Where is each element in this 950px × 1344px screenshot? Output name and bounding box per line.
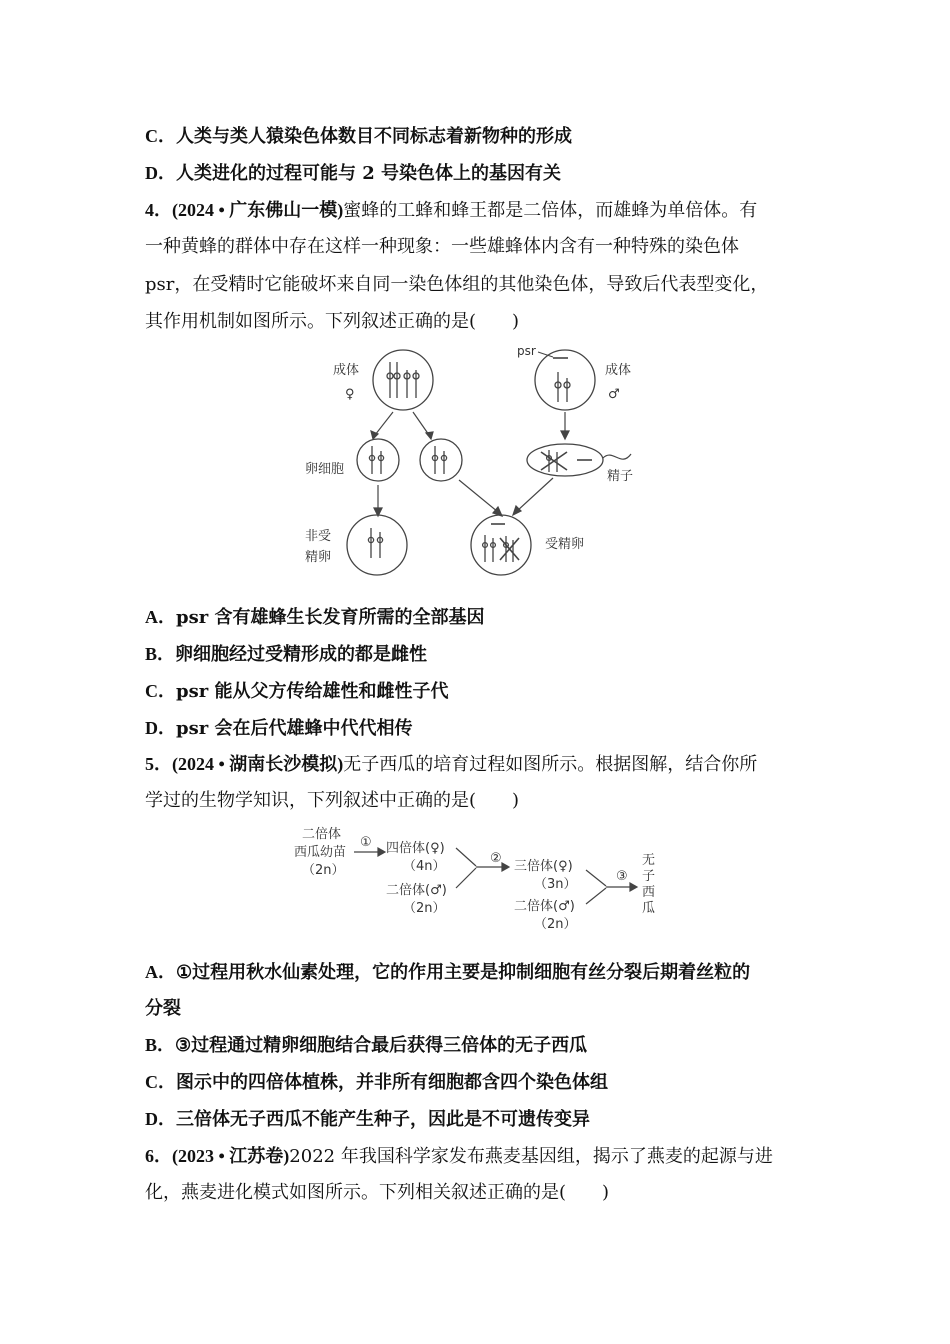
q4-option-b[interactable]: B．卵细胞经过受精形成的都是雌性 xyxy=(145,644,428,665)
q5-seedless-watermelon-figure xyxy=(290,822,670,934)
female-adult-cell xyxy=(373,350,433,410)
male-adult-cell xyxy=(535,350,595,410)
result-char-4: 瓜 xyxy=(642,901,656,916)
result-char-2: 子 xyxy=(642,869,656,884)
q6-source: 江苏卷 xyxy=(229,1146,284,1167)
start-label-2: 西瓜幼苗 xyxy=(294,845,347,860)
result-char-3: 西 xyxy=(642,885,656,900)
psr-pointer xyxy=(538,352,553,357)
psr-label: psr xyxy=(517,344,536,358)
unfertilized-egg-cell xyxy=(347,515,407,575)
q4-stem-line-4: 其作用机制如图所示。下列叙述正确的是( ) xyxy=(145,311,520,332)
result-char-1: 无 xyxy=(642,853,656,868)
meiosis-arrows xyxy=(371,412,569,439)
q4-stem-line-2: 一种黄蜂的群体中存在这样一种现象：一些雄蜂体内含有一种特殊的染色体 xyxy=(145,236,739,257)
diploid-male-label-2: 二倍体(♂) xyxy=(514,899,575,914)
start-label-1: 二倍体 xyxy=(302,827,342,842)
q4-source: 广东佛山一模 xyxy=(229,200,338,221)
q4-psr-mechanism-figure xyxy=(295,340,635,580)
male-symbol: ♂ xyxy=(608,387,620,402)
male-adult-label: 成体 xyxy=(605,363,632,378)
step-2-label: ② xyxy=(490,851,502,866)
diploid-n-label-2: （2n） xyxy=(534,917,577,932)
female-adult-label: 成体 xyxy=(333,363,360,378)
q5-option-b[interactable]: B．③过程通过精卵细胞结合最后获得三倍体的无子西瓜 xyxy=(145,1035,588,1056)
fertilization-arrows xyxy=(374,478,553,516)
egg-cell-label: 卵细胞 xyxy=(305,462,345,477)
diploid-n-label: （2n） xyxy=(403,901,446,916)
step-3-label: ③ xyxy=(616,869,628,884)
q4-stem-line-3: psr，在受精时它能破坏来自同一染色体组的其他染色体，导致后代表型变化， xyxy=(145,274,769,295)
tetraploid-n-label: （4n） xyxy=(403,859,446,874)
triploid-label: 三倍体(♀) xyxy=(514,859,573,874)
q4-stem-line-1: 4．(2024 • 广东佛山一模)蜜蜂的工蜂和蜂王都是二倍体，而雄蜂为单倍体。有 xyxy=(145,200,758,221)
q5-stem-line-1: 5．(2024 • 湖南长沙模拟)无子西瓜的培育过程如图所示。根据图解，结合你所 xyxy=(145,754,758,775)
triploid-n-label: （3n） xyxy=(534,877,577,892)
male-chromosomes xyxy=(553,358,570,402)
tetraploid-label: 四倍体(♀) xyxy=(386,841,445,856)
q5-option-d[interactable]: D．三倍体无子西瓜不能产生种子，因此是不可遗传变异 xyxy=(145,1109,590,1130)
q4-option-a[interactable]: A．psr 含有雄蜂生长发育所需的全部基因 xyxy=(145,607,485,628)
q4-option-d[interactable]: D．psr 会在后代雄蜂中代代相传 xyxy=(145,718,413,739)
start-label-3: （2n） xyxy=(302,863,345,878)
q6-stem-line-2: 化，燕麦进化模式如图所示。下列相关叙述正确的是( ) xyxy=(145,1182,610,1203)
step-1-label: ① xyxy=(360,835,372,850)
egg-cell-2 xyxy=(420,439,462,481)
unfertilized-egg-label-1: 非受 xyxy=(305,529,332,544)
egg-cell-1 xyxy=(357,439,399,481)
female-symbol: ♀ xyxy=(345,387,355,402)
diploid-male-label: 二倍体(♂) xyxy=(386,883,447,898)
q6-stem-line-1: 6．(2023 • 江苏卷)2022 年我国科学家发布燕麦基因组，揭示了燕麦的起源与进 xyxy=(145,1146,773,1167)
unfertilized-egg-label-2: 精卵 xyxy=(305,550,332,565)
female-chromosomes xyxy=(387,362,419,398)
q5-option-a[interactable]: A．①过程用秋水仙素处理，它的作用主要是抑制细胞有丝分裂后期着丝粒的 xyxy=(145,962,751,983)
sperm-label: 精子 xyxy=(607,469,634,484)
zygote-label: 受精卵 xyxy=(545,537,585,552)
q5-option-a-continued: 分裂 xyxy=(145,998,181,1019)
q3-option-c[interactable]: C．人类与类人猿染色体数目不同标志着新物种的形成 xyxy=(145,126,572,147)
q4-option-c[interactable]: C．psr 能从父方传给雄性和雌性子代 xyxy=(145,681,449,702)
q5-option-c[interactable]: C．图示中的四倍体植株，并非所有细胞都含四个染色体组 xyxy=(145,1072,608,1093)
q5-stem-line-2: 学过的生物学知识，下列叙述中正确的是( ) xyxy=(145,790,520,811)
q3-option-d[interactable]: D．人类进化的过程可能与 2 号染色体上的基因有关 xyxy=(145,163,562,184)
q5-source: 湖南长沙模拟 xyxy=(229,754,338,775)
